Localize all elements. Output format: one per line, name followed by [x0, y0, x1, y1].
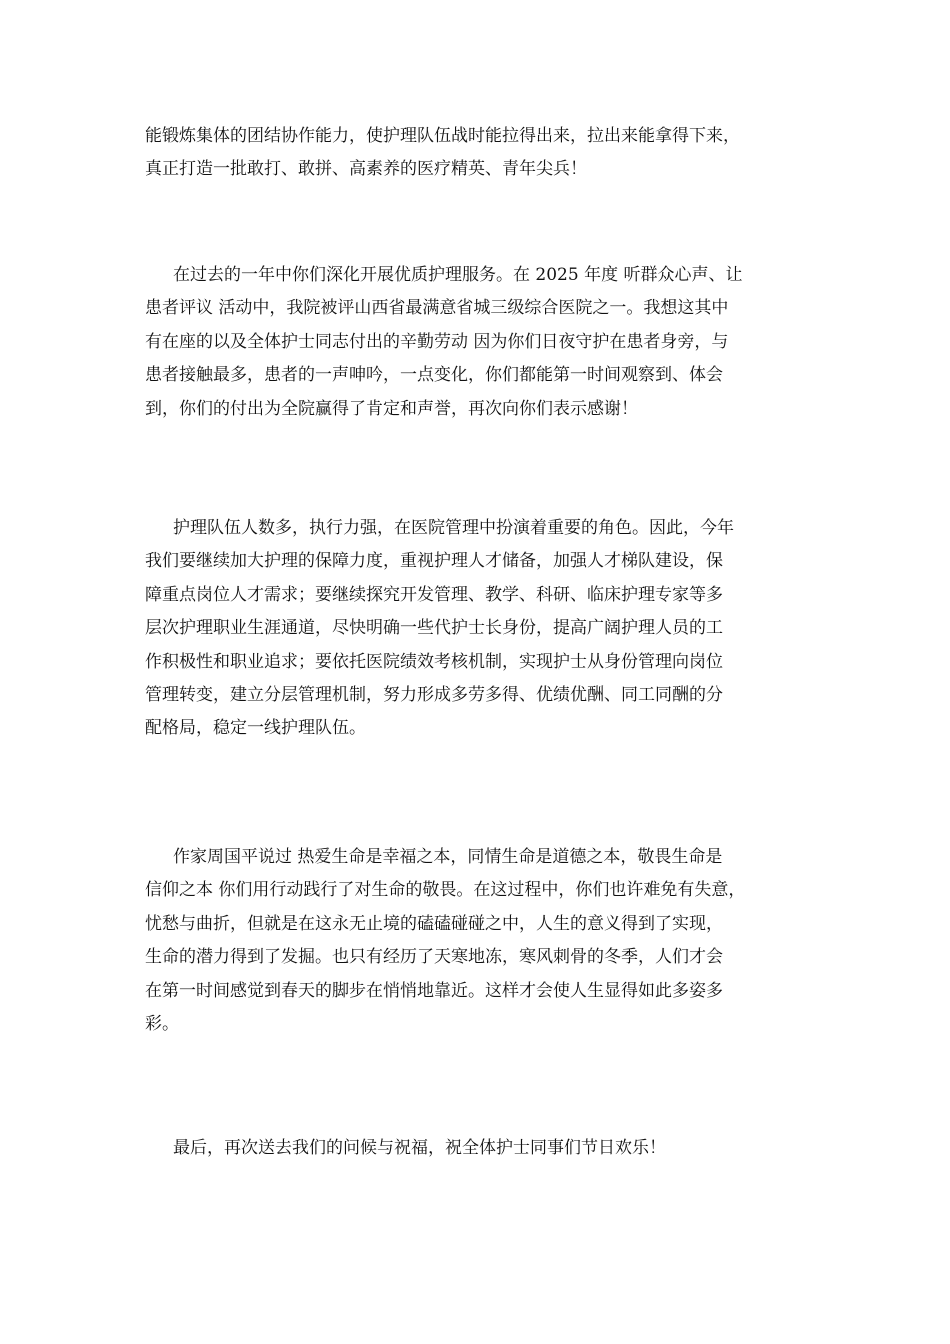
paragraph-line: 生命的潜力得到了发掘。也只有经历了天寒地冻，寒风刺骨的冬季，人们才会 — [145, 947, 723, 968]
paragraph-nursing-team — [145, 512, 815, 746]
paragraph-line: 有在座的以及全体护士同志付出的辛勤劳动 因为你们日夜守护在患者身旁，与 — [145, 331, 729, 352]
paragraph-line: 在第一时间感觉到春天的脚步在悄悄地靠近。这样才会使人生显得如此多姿多 — [145, 980, 723, 1001]
paragraph-line: 作积极性和职业追求；要依托医院绩效考核机制，实现护士从身份管理向岗位 — [145, 651, 723, 672]
paragraph-line: 到，你们的付出为全院赢得了肯定和声誉，再次向你们表示感谢！ — [145, 398, 638, 419]
paragraph-line: 最后，再次送去我们的问候与祝福，祝全体护士同事们节日欢乐！ — [173, 1138, 666, 1158]
paragraph-line: 患者评议 活动中，我院被评山西省最满意省城三级综合医院之一。我想这其中 — [145, 298, 729, 319]
paragraph-line: 护理队伍人数多，执行力强，在医院管理中扮演着重要的角色。因此，今年 — [173, 518, 734, 538]
paragraph-line: 忧愁与曲折，但就是在这永无止境的磕磕碰碰之中，人生的意义得到了实现， — [145, 913, 723, 934]
paragraph-line: 真正打造一批敢打、敢拼、高素养的医疗精英、青年尖兵！ — [145, 159, 587, 180]
paragraph-line: 层次护理职业生涯通道，尽快明确一些代护士长身份，提高广阔护理人员的工 — [145, 618, 723, 639]
paragraph-line: 彩。 — [145, 1014, 179, 1035]
paragraph-line: 配格局，稳定一线护理队伍。 — [145, 718, 366, 739]
paragraph-quote — [145, 841, 815, 1041]
paragraph-teamwork — [145, 120, 815, 187]
paragraph-line: 障重点岗位人才需求；要继续探究开发管理、教学、科研、临床护理专家等多 — [145, 584, 723, 605]
paragraph-line: 作家周国平说过 热爱生命是幸福之本，同情生命是道德之本，敬畏生命是 — [173, 847, 723, 867]
paragraph-line: 患者接触最多，患者的一声呻吟，一点变化，你们都能第一时间观察到、体会 — [145, 365, 723, 386]
paragraph-line: 管理转变，建立分层管理机制，努力形成多劳多得、优绩优酬、同工同酬的分 — [145, 685, 723, 706]
paragraph-line: 能锻炼集体的团结协作能力，使护理队伍战时能拉得出来，拉出来能拿得下来， — [145, 126, 740, 146]
paragraph-line: 信仰之本 你们用行动践行了对生命的敬畏。在这过程中，你们也许难免有失意， — [145, 880, 746, 901]
paragraph-closing — [145, 1132, 815, 1165]
paragraph-past-year — [145, 259, 815, 426]
paragraph-line: 我们要继续加大护理的保障力度，重视护理人才储备，加强人才梯队建设，保 — [145, 551, 723, 572]
paragraph-line: 在过去的一年中你们深化开展优质护理服务。在 2025 年度 听群众心声、让 — [173, 265, 743, 285]
